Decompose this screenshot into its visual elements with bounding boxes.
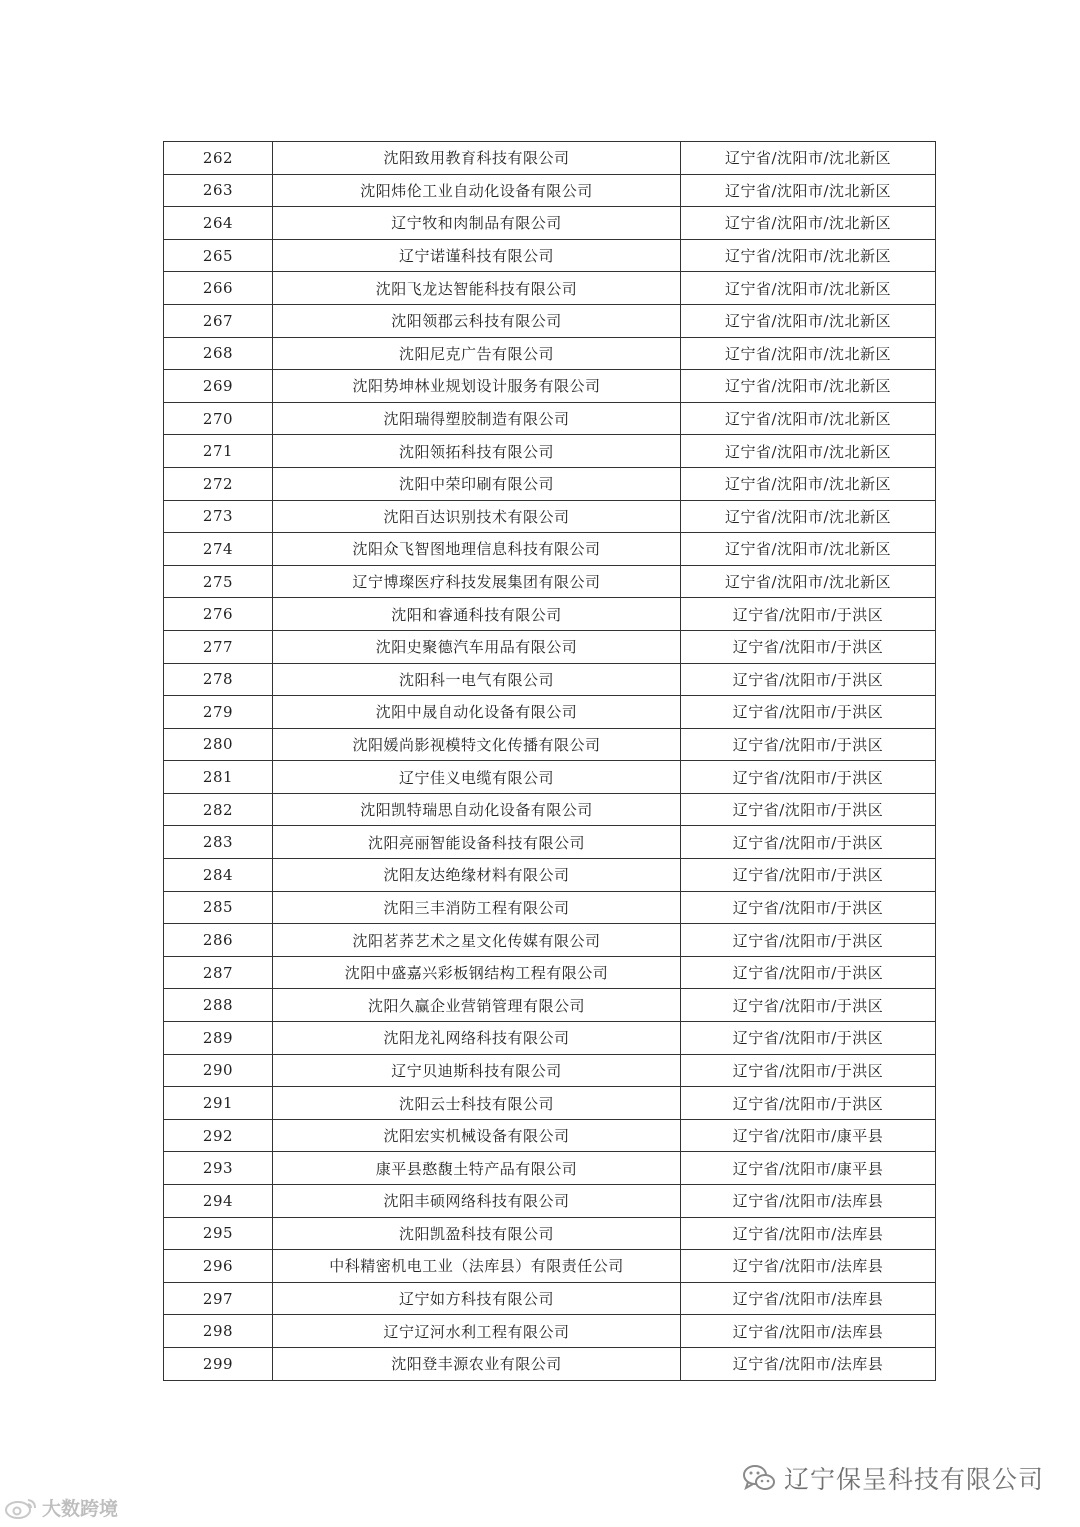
region-cell: 辽宁省/沈阳市/于洪区 xyxy=(681,793,936,826)
region-cell: 辽宁省/沈阳市/法库县 xyxy=(681,1347,936,1380)
table-row xyxy=(164,272,936,305)
region-cell: 辽宁省/沈阳市/沈北新区 xyxy=(681,467,936,500)
watermark-right xyxy=(742,1460,1044,1496)
row-number-cell: 289 xyxy=(164,1022,273,1055)
region-cell: 辽宁省/沈阳市/沈北新区 xyxy=(681,304,936,337)
company-name-cell: 沈阳中荣印刷有限公司 xyxy=(273,467,681,500)
region-cell: 辽宁省/沈阳市/于洪区 xyxy=(681,1022,936,1055)
company-name-cell: 沈阳瑞得塑胶制造有限公司 xyxy=(273,402,681,435)
row-number-cell: 270 xyxy=(164,402,273,435)
region-cell: 辽宁省/沈阳市/法库县 xyxy=(681,1315,936,1348)
company-name-cell: 辽宁佳义电缆有限公司 xyxy=(273,761,681,794)
company-name-cell: 沈阳科一电气有限公司 xyxy=(273,663,681,696)
region-cell: 辽宁省/沈阳市/于洪区 xyxy=(681,761,936,794)
watermark-left xyxy=(4,1494,118,1521)
company-name-cell: 辽宁贝迪斯科技有限公司 xyxy=(273,1054,681,1087)
table-row xyxy=(164,174,936,207)
region-cell: 辽宁省/沈阳市/法库县 xyxy=(681,1217,936,1250)
table-row xyxy=(164,826,936,859)
company-table-container xyxy=(163,141,935,1381)
row-number-cell: 271 xyxy=(164,435,273,468)
table-row xyxy=(164,1119,936,1152)
row-number-cell: 284 xyxy=(164,859,273,892)
company-name-cell: 沈阳亮丽智能设备科技有限公司 xyxy=(273,826,681,859)
company-name-cell: 沈阳史聚德汽车用品有限公司 xyxy=(273,630,681,663)
row-number-cell: 277 xyxy=(164,630,273,663)
company-name-cell: 中科精密机电工业（法库县）有限责任公司 xyxy=(273,1250,681,1283)
region-cell: 辽宁省/沈阳市/于洪区 xyxy=(681,630,936,663)
row-number-cell: 278 xyxy=(164,663,273,696)
row-number-cell: 282 xyxy=(164,793,273,826)
table-row xyxy=(164,565,936,598)
company-name-cell: 沈阳友达绝缘材料有限公司 xyxy=(273,859,681,892)
region-cell: 辽宁省/沈阳市/康平县 xyxy=(681,1119,936,1152)
row-number-cell: 263 xyxy=(164,174,273,207)
company-name-cell: 沈阳龙礼网络科技有限公司 xyxy=(273,1022,681,1055)
region-cell: 辽宁省/沈阳市/沈北新区 xyxy=(681,402,936,435)
watermark-left-text: 大数跨境 xyxy=(42,1498,119,1520)
company-name-cell: 沈阳众飞智图地理信息科技有限公司 xyxy=(273,533,681,566)
company-name-cell: 辽宁如方科技有限公司 xyxy=(273,1282,681,1315)
company-name-cell: 沈阳和睿通科技有限公司 xyxy=(273,598,681,631)
row-number-cell: 295 xyxy=(164,1217,273,1250)
region-cell: 辽宁省/沈阳市/于洪区 xyxy=(681,956,936,989)
region-cell: 辽宁省/沈阳市/法库县 xyxy=(681,1185,936,1218)
company-name-cell: 沈阳丰硕网络科技有限公司 xyxy=(273,1185,681,1218)
company-name-cell: 辽宁牧和肉制品有限公司 xyxy=(273,207,681,240)
region-cell: 辽宁省/沈阳市/于洪区 xyxy=(681,663,936,696)
company-name-cell: 沈阳宏实机械设备有限公司 xyxy=(273,1119,681,1152)
table-row xyxy=(164,1347,936,1380)
region-cell: 辽宁省/沈阳市/沈北新区 xyxy=(681,337,936,370)
company-name-cell: 沈阳领郡云科技有限公司 xyxy=(273,304,681,337)
row-number-cell: 281 xyxy=(164,761,273,794)
table-row xyxy=(164,598,936,631)
region-cell: 辽宁省/沈阳市/沈北新区 xyxy=(681,500,936,533)
region-cell: 辽宁省/沈阳市/于洪区 xyxy=(681,891,936,924)
row-number-cell: 279 xyxy=(164,696,273,729)
weibo-icon xyxy=(4,1497,38,1519)
row-number-cell: 269 xyxy=(164,370,273,403)
table-row xyxy=(164,1250,936,1283)
table-row xyxy=(164,859,936,892)
company-name-cell: 沈阳百达识别技术有限公司 xyxy=(273,500,681,533)
region-cell: 辽宁省/沈阳市/沈北新区 xyxy=(681,565,936,598)
table-row xyxy=(164,435,936,468)
company-name-cell: 沈阳尼克广告有限公司 xyxy=(273,337,681,370)
table-row xyxy=(164,1087,936,1120)
region-cell: 辽宁省/沈阳市/沈北新区 xyxy=(681,174,936,207)
row-number-cell: 265 xyxy=(164,239,273,272)
company-table xyxy=(163,141,936,1381)
table-row xyxy=(164,304,936,337)
company-name-cell: 沈阳致用教育科技有限公司 xyxy=(273,142,681,175)
row-number-cell: 285 xyxy=(164,891,273,924)
region-cell: 辽宁省/沈阳市/于洪区 xyxy=(681,1054,936,1087)
row-number-cell: 290 xyxy=(164,1054,273,1087)
row-number-cell: 298 xyxy=(164,1315,273,1348)
row-number-cell: 268 xyxy=(164,337,273,370)
company-name-cell: 沈阳久赢企业营销管理有限公司 xyxy=(273,989,681,1022)
table-row xyxy=(164,207,936,240)
company-name-cell: 沈阳飞龙达智能科技有限公司 xyxy=(273,272,681,305)
row-number-cell: 287 xyxy=(164,956,273,989)
table-row xyxy=(164,1054,936,1087)
region-cell: 辽宁省/沈阳市/沈北新区 xyxy=(681,272,936,305)
table-row xyxy=(164,337,936,370)
table-row xyxy=(164,1217,936,1250)
row-number-cell: 286 xyxy=(164,924,273,957)
company-name-cell: 沈阳炜伦工业自动化设备有限公司 xyxy=(273,174,681,207)
company-name-cell: 辽宁诺谨科技有限公司 xyxy=(273,239,681,272)
row-number-cell: 273 xyxy=(164,500,273,533)
row-number-cell: 294 xyxy=(164,1185,273,1218)
table-row xyxy=(164,924,936,957)
region-cell: 辽宁省/沈阳市/于洪区 xyxy=(681,728,936,761)
row-number-cell: 275 xyxy=(164,565,273,598)
company-name-cell: 沈阳凯特瑞思自动化设备有限公司 xyxy=(273,793,681,826)
table-row xyxy=(164,793,936,826)
row-number-cell: 297 xyxy=(164,1282,273,1315)
region-cell: 辽宁省/沈阳市/沈北新区 xyxy=(681,435,936,468)
table-row xyxy=(164,761,936,794)
region-cell: 辽宁省/沈阳市/于洪区 xyxy=(681,826,936,859)
table-row xyxy=(164,956,936,989)
watermark-right-text: 辽宁保呈科技有限公司 xyxy=(783,1465,1044,1494)
company-name-cell: 沈阳登丰源农业有限公司 xyxy=(273,1347,681,1380)
row-number-cell: 288 xyxy=(164,989,273,1022)
company-table-body xyxy=(164,142,936,1381)
region-cell: 辽宁省/沈阳市/于洪区 xyxy=(681,859,936,892)
table-row xyxy=(164,891,936,924)
region-cell: 辽宁省/沈阳市/法库县 xyxy=(681,1250,936,1283)
row-number-cell: 276 xyxy=(164,598,273,631)
company-name-cell: 沈阳中盛嘉兴彩板钢结构工程有限公司 xyxy=(273,956,681,989)
region-cell: 辽宁省/沈阳市/沈北新区 xyxy=(681,207,936,240)
table-row xyxy=(164,370,936,403)
table-row xyxy=(164,696,936,729)
row-number-cell: 293 xyxy=(164,1152,273,1185)
company-name-cell: 沈阳媛尚影视模特文化传播有限公司 xyxy=(273,728,681,761)
row-number-cell: 264 xyxy=(164,207,273,240)
table-row xyxy=(164,500,936,533)
company-name-cell: 沈阳领拓科技有限公司 xyxy=(273,435,681,468)
row-number-cell: 299 xyxy=(164,1347,273,1380)
table-row xyxy=(164,728,936,761)
table-row xyxy=(164,663,936,696)
table-row xyxy=(164,989,936,1022)
company-name-cell: 康平县憨馥土特产品有限公司 xyxy=(273,1152,681,1185)
table-row xyxy=(164,239,936,272)
row-number-cell: 272 xyxy=(164,467,273,500)
wechat-icon xyxy=(742,1463,776,1493)
table-row xyxy=(164,402,936,435)
row-number-cell: 274 xyxy=(164,533,273,566)
row-number-cell: 283 xyxy=(164,826,273,859)
region-cell: 辽宁省/沈阳市/于洪区 xyxy=(681,1087,936,1120)
region-cell: 辽宁省/沈阳市/法库县 xyxy=(681,1282,936,1315)
row-number-cell: 267 xyxy=(164,304,273,337)
company-name-cell: 沈阳凯盈科技有限公司 xyxy=(273,1217,681,1250)
company-name-cell: 辽宁博璨医疗科技发展集团有限公司 xyxy=(273,565,681,598)
table-row xyxy=(164,630,936,663)
region-cell: 辽宁省/沈阳市/沈北新区 xyxy=(681,533,936,566)
table-row xyxy=(164,142,936,175)
region-cell: 辽宁省/沈阳市/康平县 xyxy=(681,1152,936,1185)
row-number-cell: 292 xyxy=(164,1119,273,1152)
company-name-cell: 沈阳云士科技有限公司 xyxy=(273,1087,681,1120)
table-row xyxy=(164,1315,936,1348)
region-cell: 辽宁省/沈阳市/沈北新区 xyxy=(681,239,936,272)
table-row xyxy=(164,467,936,500)
region-cell: 辽宁省/沈阳市/沈北新区 xyxy=(681,370,936,403)
row-number-cell: 262 xyxy=(164,142,273,175)
table-row xyxy=(164,1282,936,1315)
table-row xyxy=(164,1185,936,1218)
company-name-cell: 沈阳中晟自动化设备有限公司 xyxy=(273,696,681,729)
company-name-cell: 沈阳三丰消防工程有限公司 xyxy=(273,891,681,924)
region-cell: 辽宁省/沈阳市/沈北新区 xyxy=(681,142,936,175)
table-row xyxy=(164,1022,936,1055)
company-name-cell: 辽宁辽河水利工程有限公司 xyxy=(273,1315,681,1348)
company-name-cell: 沈阳势坤林业规划设计服务有限公司 xyxy=(273,370,681,403)
row-number-cell: 291 xyxy=(164,1087,273,1120)
row-number-cell: 280 xyxy=(164,728,273,761)
region-cell: 辽宁省/沈阳市/于洪区 xyxy=(681,696,936,729)
region-cell: 辽宁省/沈阳市/于洪区 xyxy=(681,924,936,957)
region-cell: 辽宁省/沈阳市/于洪区 xyxy=(681,598,936,631)
table-row xyxy=(164,533,936,566)
row-number-cell: 296 xyxy=(164,1250,273,1283)
region-cell: 辽宁省/沈阳市/于洪区 xyxy=(681,989,936,1022)
company-name-cell: 沈阳茗荞艺术之星文化传媒有限公司 xyxy=(273,924,681,957)
table-row xyxy=(164,1152,936,1185)
row-number-cell: 266 xyxy=(164,272,273,305)
